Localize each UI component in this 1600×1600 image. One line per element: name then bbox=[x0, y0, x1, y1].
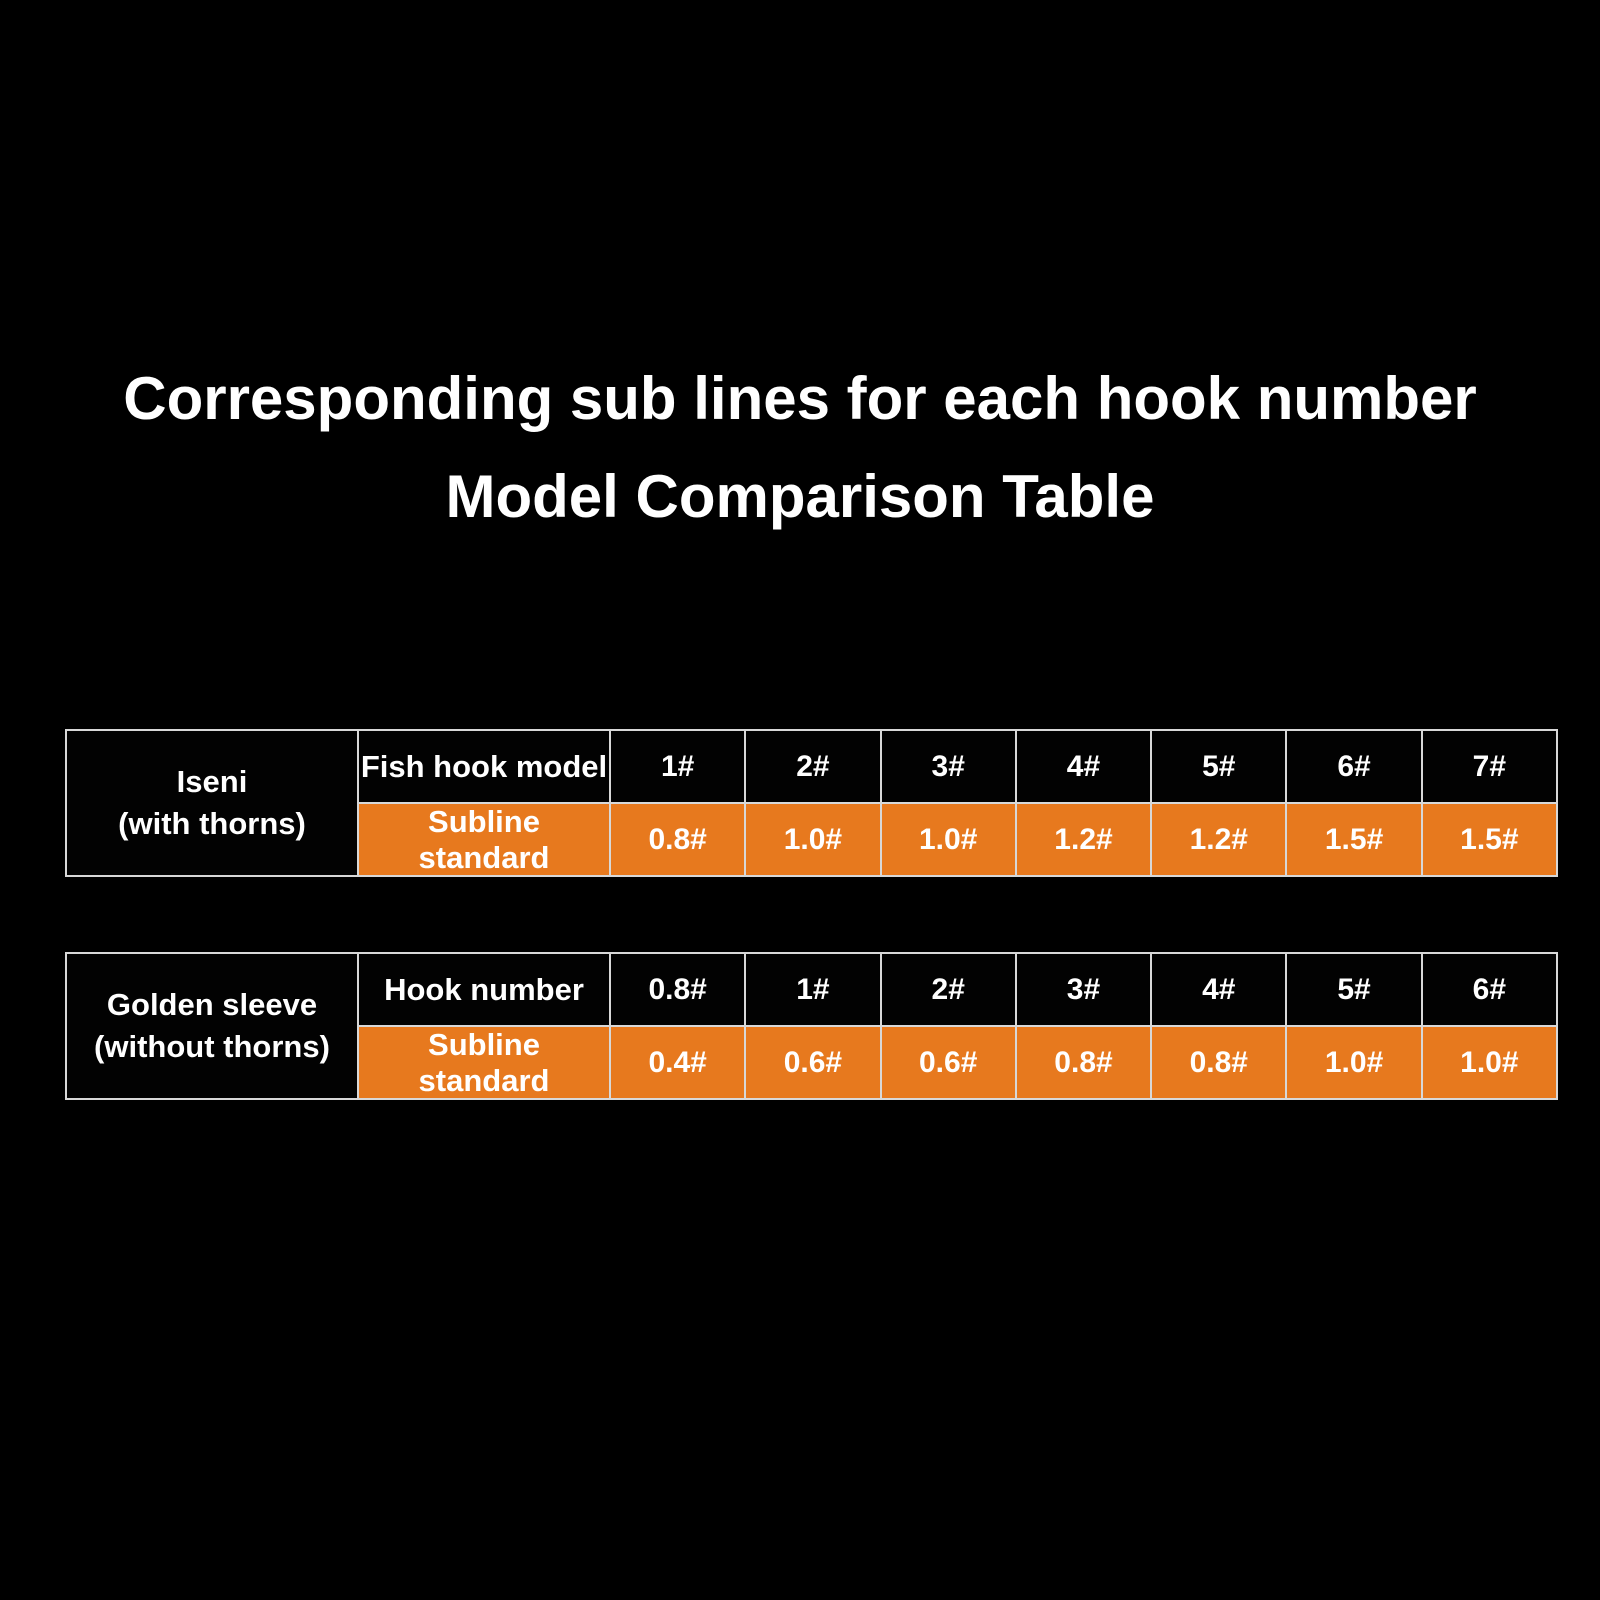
subline-value-cell: 0.4# bbox=[611, 1027, 744, 1098]
comparison-table-golden-sleeve bbox=[65, 952, 1558, 1100]
hook-number-cell: 5# bbox=[1287, 954, 1420, 1025]
subline-value-cell: 0.8# bbox=[1017, 1027, 1150, 1098]
hook-model-cell: 3# bbox=[882, 731, 1015, 802]
table-row-label bbox=[67, 731, 357, 875]
subline-value-cell: 1.5# bbox=[1423, 804, 1556, 875]
page-title-line2: Model Comparison Table bbox=[445, 463, 1155, 530]
subline-value-cell: 1.2# bbox=[1017, 804, 1150, 875]
subline-row-header: Subline standard bbox=[359, 1027, 609, 1098]
subline-value-cell: 1.0# bbox=[1423, 1027, 1556, 1098]
hook-number-cell: 4# bbox=[1152, 954, 1285, 1025]
subline-row-header: Subline standard bbox=[359, 804, 609, 875]
subline-value-cell: 0.8# bbox=[1152, 1027, 1285, 1098]
hook-model-cell: 4# bbox=[1017, 731, 1150, 802]
hook-model-cell: 1# bbox=[611, 731, 744, 802]
page-title bbox=[0, 350, 1600, 546]
table-row-label-line2: (without thorns) bbox=[94, 1029, 330, 1064]
hook-number-cell: 6# bbox=[1423, 954, 1556, 1025]
hook-number-cell: 1# bbox=[746, 954, 879, 1025]
table-row-label bbox=[67, 954, 357, 1098]
hook-number-cell: 3# bbox=[1017, 954, 1150, 1025]
subline-value-cell: 0.6# bbox=[746, 1027, 879, 1098]
hook-number-cell: 2# bbox=[882, 954, 1015, 1025]
table-row-label-line1: Iseni bbox=[176, 764, 248, 799]
hook-model-cell: 5# bbox=[1152, 731, 1285, 802]
subline-value-cell: 1.0# bbox=[746, 804, 879, 875]
column-header: Fish hook model bbox=[359, 731, 609, 802]
subline-value-cell: 1.0# bbox=[1287, 1027, 1420, 1098]
hook-model-cell: 7# bbox=[1423, 731, 1556, 802]
table-row-label-line2: (with thorns) bbox=[118, 806, 306, 841]
page-title-line1: Corresponding sub lines for each hook number bbox=[123, 365, 1477, 432]
subline-value-cell: 0.6# bbox=[882, 1027, 1015, 1098]
column-header: Hook number bbox=[359, 954, 609, 1025]
table-row-label-line1: Golden sleeve bbox=[106, 987, 318, 1022]
subline-value-cell: 0.8# bbox=[611, 804, 744, 875]
hook-model-cell: 6# bbox=[1287, 731, 1420, 802]
subline-value-cell: 1.0# bbox=[882, 804, 1015, 875]
hook-model-cell: 2# bbox=[746, 731, 879, 802]
hook-number-cell: 0.8# bbox=[611, 954, 744, 1025]
comparison-table-iseni bbox=[65, 729, 1558, 877]
subline-value-cell: 1.5# bbox=[1287, 804, 1420, 875]
subline-value-cell: 1.2# bbox=[1152, 804, 1285, 875]
